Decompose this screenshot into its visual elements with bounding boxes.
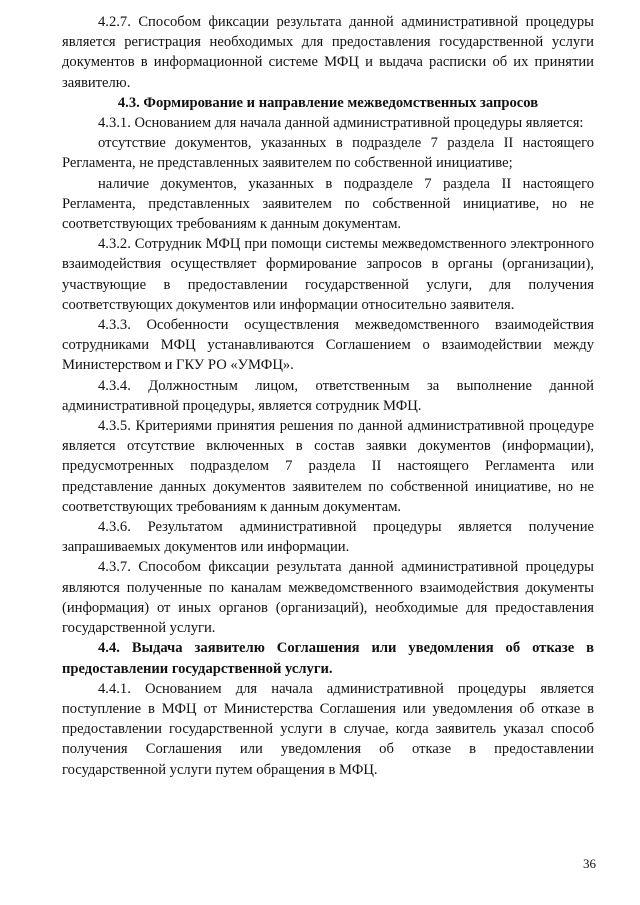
paragraph-4-3-5: 4.3.5. Критериями принятия решения по данной административной процедуре является отсутствие включенных в состав заявки документов (информации), предусмотренных подразделом 7 раздела II настоящего Регламента или представление данных документов заявителем по собственной инициативе, но не соответствующих требованиям к данным документам. xyxy=(62,418,594,515)
document-page xyxy=(62,12,594,780)
page-number: 36 xyxy=(583,856,596,871)
paragraph-4-3-7: 4.3.7. Способом фиксации результата данной административной процедуры являются полученные по каналам межведомственного взаимодействия документы (информация) от иных органов (организаций), необходимые для предоставления государственной услуги. xyxy=(62,559,594,637)
section-heading-4-3: 4.3. Формирование и направление межведомственных запросов xyxy=(117,94,539,111)
paragraph-4-3-6: 4.3.6. Результатом административной процедуры является получение запрашиваемых документов или информации. xyxy=(62,519,594,556)
paragraph-4-4-1: 4.4.1. Основанием для начала административной процедуры является поступление в МФЦ от Министерства Соглашения или уведомления об отказе в предоставлении государственной услуги в случае, когда заявитель указал способ получения Соглашения или уведомления об отказе в предоставлении государственной услуги путем обращения в МФЦ. xyxy=(62,680,594,778)
paragraph-4-3-2: 4.3.2. Сотрудник МФЦ при помощи системы межведомственного электронного взаимодействия осуществляет формирование запросов в органы (организации), участвующие в предоставлении государственной услуги, для получения соответствующих документов или информации относительно заявителя. xyxy=(62,236,594,313)
paragraph-4-3-1: 4.3.1. Основанием для начала данной административной процедуры является: xyxy=(98,115,584,132)
paragraph-4-2-7: 4.2.7. Способом фиксации результата данной административной процедуры является регистрация необходимых для предоставления государственной услуги документов в информационной системе МФЦ и выдача расписки об их принятии заявителю. xyxy=(62,14,594,91)
paragraph-4-3-1-item-absence: отсутствие документов, указанных в подразделе 7 раздела II настоящего Регламента, не представленных заявителем по собственной инициативе; xyxy=(62,135,594,172)
paragraph-4-3-4: 4.3.4. Должностным лицом, ответственным за выполнение данной административной процедуры, является сотрудник МФЦ. xyxy=(62,377,594,414)
paragraph-4-3-3: 4.3.3. Особенности осуществления межведомственного взаимодействия сотрудниками МФЦ устанавливаются Соглашением о взаимодействии между Министерством и ГКУ РО «УМФЦ». xyxy=(62,317,594,374)
paragraph-4-3-1-item-presence: наличие документов, указанных в подразделе 7 раздела II настоящего Регламента, представленных заявителем по собственной инициативе, но не соответствующих требованиям к данным документам. xyxy=(62,175,594,233)
section-heading-4-4: 4.4. Выдача заявителю Соглашения или уведомления об отказе в предоставлении государственной услуги. xyxy=(62,640,594,677)
